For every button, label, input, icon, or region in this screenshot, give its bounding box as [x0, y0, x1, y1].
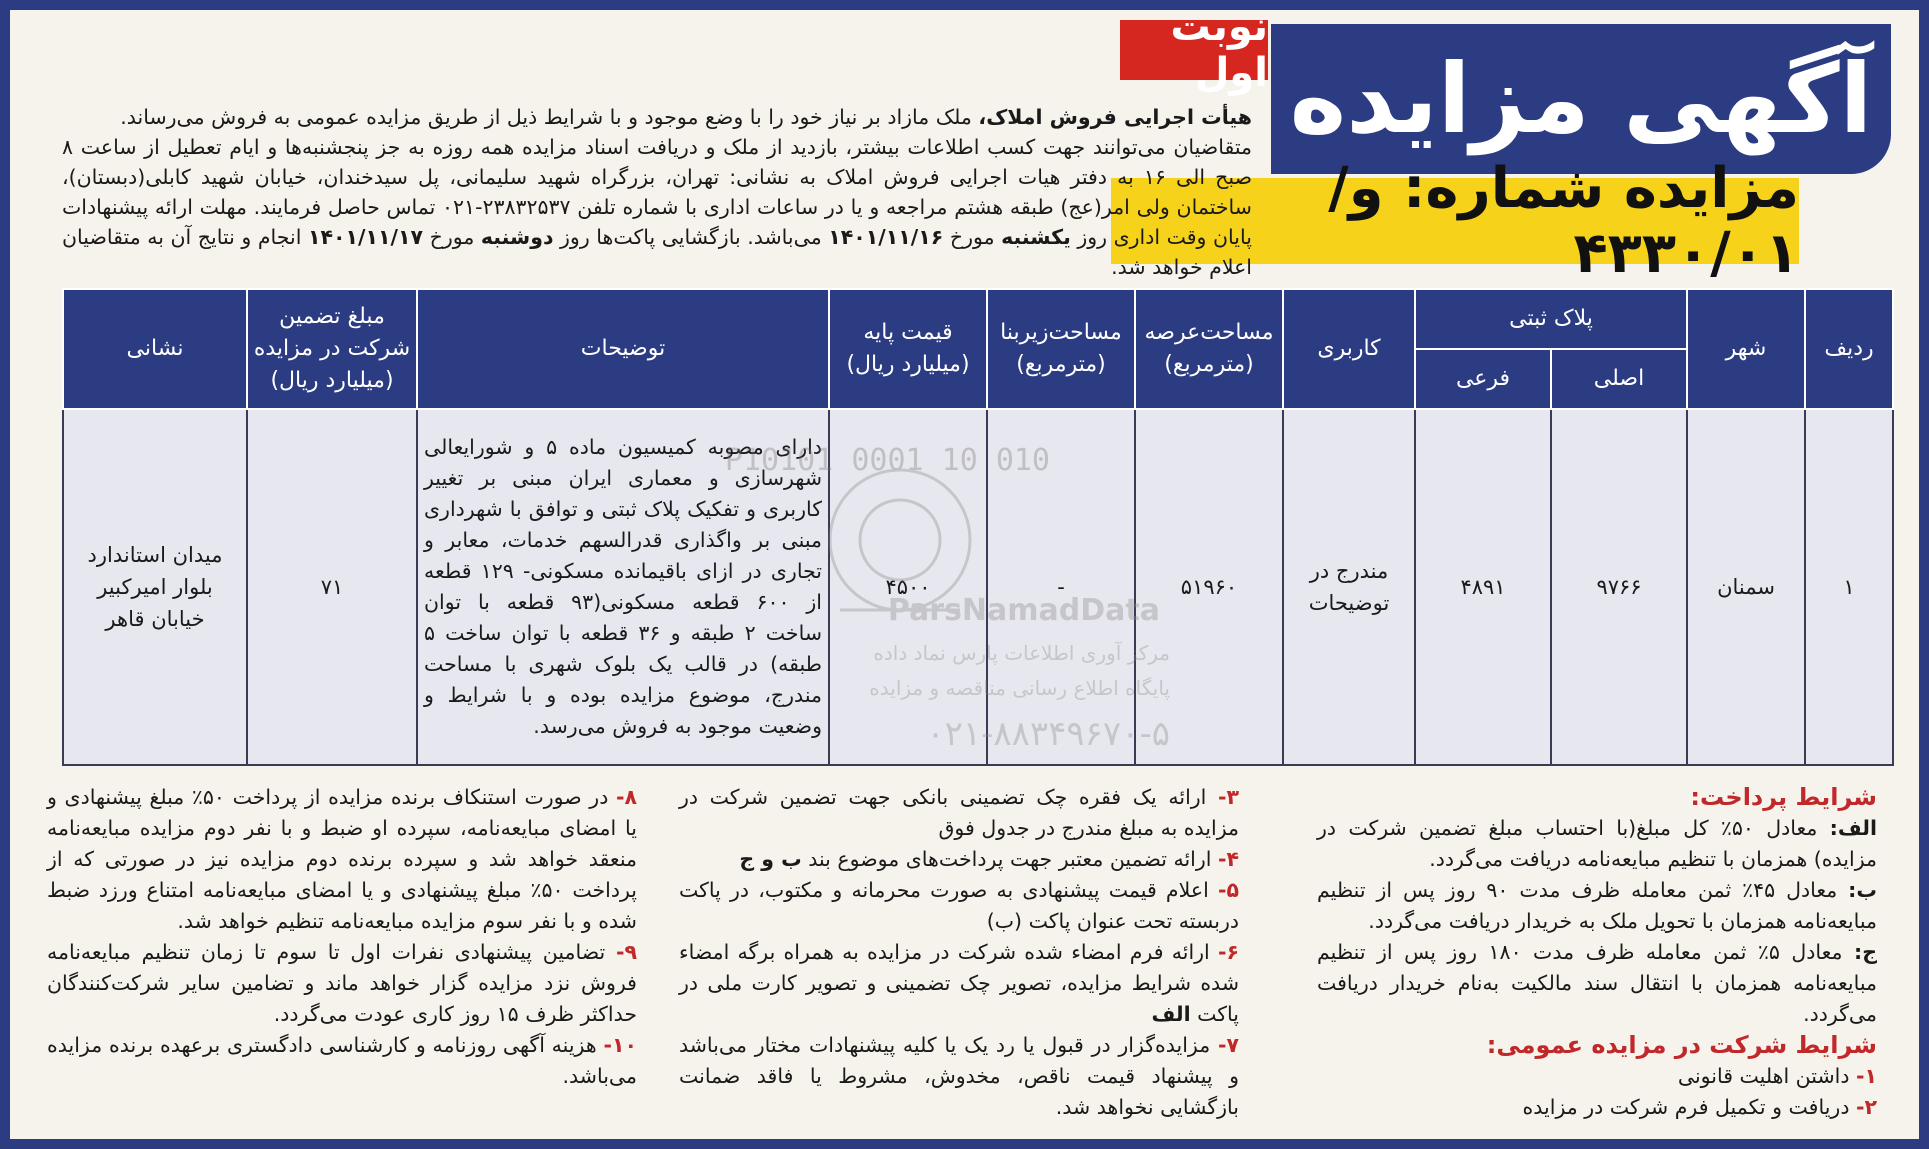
term-9: [47, 937, 637, 1030]
header-city: شهر: [1687, 289, 1805, 409]
cell-row-number: ۱: [1805, 409, 1893, 765]
cell-city: سمنان: [1687, 409, 1805, 765]
watermark-phone: ۰۲۱-۸۸۳۴۹۶۷۰-۵: [926, 714, 1170, 754]
cell-plaque-sub: ۴۸۹۱: [1415, 409, 1551, 765]
intro-p6: انجام و نتایج آن به متقاضیان اعلام خواهد شد.: [62, 225, 1252, 279]
payment-terms: [1317, 782, 1877, 1123]
term-4-num: ۴-: [1217, 847, 1239, 871]
round-badge: [1120, 4, 1268, 96]
payment-c: [1317, 937, 1877, 1030]
cell-description: دارای مصوبه کمیسیون ماده ۵ و شورایعالی شهرسازی و معماری ایران مبنی بر تغییر کاربری و تفکیک پلاک ثبتی و توافق با شهرداری مبنی بر واگذاری قدرالسهم خدمات، معابر و تجاری در ازای باقیمانده مسکونی- ۱۲۹ قطعه از ۶۰۰ قطعه مسکونی(۹۳ قطعه با توان ساخت ۲ طبقه و ۳۶ قطعه با توان ساخت ۵ طبقه) در قالب یک بلوک شهری با مساحت مندرج، موضوع مزایده بوده و با شرایط و وضعیت موجود به فروش می‌رسد.: [417, 409, 829, 765]
intro-p3: مورخ: [943, 225, 1002, 249]
header-address: نشانی: [63, 289, 247, 409]
general-item-1: [1317, 1061, 1877, 1092]
general-item-1-text: داشتن اهلیت قانونی: [1677, 1064, 1856, 1088]
cell-usage: مندرج در توضیحات: [1283, 409, 1415, 765]
intro-p2: متقاضیان می‌توانند جهت کسب اطلاعات بیشتر، بازدید از ملک و دریافت اسناد مزایده همه روزه به جز پنجشنبه‌ها و ایام تعطیل از ساعت ۸ صبح الی ۱۶ به دفتر هیات اجرایی فروش املاک به نشانی: تهران، بزرگراه شهید سلیمانی، پل سیدخندان، خیابان شهید کابلی(دبستان)، ساختمان ولی امر(عج) طبقه هشتم مراجعه و یا در ساعات اداری با شماره تلفن ۲۳۸۳۲۵۳۷-۰۲۱ تماس حاصل فرمایند. مهلت ارائه پیشنهادات پایان وقت اداری روز: [62, 135, 1252, 249]
header-plaque-main: اصلی: [1551, 349, 1687, 409]
title-banner: [1271, 24, 1891, 174]
payment-c-label: ج:: [1854, 940, 1877, 964]
payment-b-text: معادل ۴۵٪ ثمن معامله ظرف مدت ۹۰ روز پس از تنظیم مبایعه‌نامه همزمان با تحویل ملک به خریدار دریافت می‌گردد.: [1317, 878, 1877, 933]
intro-p1: ملک مازاد بر نیاز خود را با وضع موجود و با شرایط ذیل از طریق مزایده عمومی به فروش می‌رساند.: [120, 105, 979, 129]
header-description: توضیحات: [417, 289, 829, 409]
term-6-bold: الف: [1151, 1002, 1191, 1026]
header-land-area: مساحت‌عرصه (مترمربع): [1135, 289, 1283, 409]
intro-line-1: [62, 102, 1252, 132]
terms-left: [47, 782, 637, 1092]
cell-deposit: ۷۱: [247, 409, 417, 765]
payment-c-text: معادل ۵٪ ثمن معامله ظرف مدت ۱۸۰ روز پس از تنظیم مبایعه‌نامه همزمان با انتقال سند مالکیت به‌نام خریدار دریافت می‌گردد.: [1317, 940, 1877, 1026]
payment-b-label: ب:: [1848, 878, 1877, 902]
term-6-text: ارائه فرم امضاء شده شرکت در مزایده به همراه برگه امضاء شده شرایط مزایده، تصویر چک تضمینی و تصویر کارت ملی در پاکت: [679, 940, 1239, 1026]
payment-b: [1317, 875, 1877, 937]
term-9-text: تضامین پیشنهادی نفرات اول تا سوم تا زمان تنظیم مبایعه‌نامه فروش نزد مزایده گزار خواهد ماند و تضامین سایر شرکت‌کنندگان حداکثر ظرف ۱۵ روز کاری عودت می‌گردد.: [47, 940, 637, 1026]
term-8: [47, 782, 637, 937]
header-deposit: مبلغ تضمین شرکت در مزایده (میلیارد ریال): [247, 289, 417, 409]
property-table: [62, 288, 1894, 766]
cell-building-area: -: [987, 409, 1135, 765]
term-7: [679, 1030, 1239, 1123]
header-building-area: مساحت‌زیربنا (مترمربع): [987, 289, 1135, 409]
term-6-num: ۶-: [1217, 940, 1239, 964]
general-item-2-num: ۲-: [1855, 1095, 1877, 1119]
header-plaque: پلاک ثبتی: [1415, 289, 1687, 349]
header-plaque-sub: فرعی: [1415, 349, 1551, 409]
term-10: [47, 1030, 637, 1092]
page-title: آگهی مزایده: [1289, 43, 1873, 155]
term-5-text: اعلام قیمت پیشنهادی به صورت محرمانه و مکتوب، در پاکت دربسته تحت عنوان پاکت (ب): [679, 878, 1239, 933]
auction-number: مزایده شماره: و/۴۳۳۰/۰۱: [1328, 156, 1799, 286]
deadline-day: یکشنبه: [1001, 225, 1071, 249]
org-name: هیأت اجرایی فروش املاک،: [978, 105, 1252, 129]
cell-base-price: ۴۵۰۰: [829, 409, 987, 765]
watermark-line-2: پایگاه اطلاع رسانی مناقصه و مزایده: [869, 676, 1170, 700]
general-item-2: [1317, 1092, 1877, 1123]
general-item-1-num: ۱-: [1855, 1064, 1877, 1088]
general-heading: شرایط شرکت در مزایده عمومی:: [1486, 1031, 1877, 1059]
term-8-text: در صورت استنکاف برنده مزایده از پرداخت ۵۰٪ مبلغ پیشنهادی و یا امضای مبایعه‌نامه، سپرده او ضبط و با نفر دوم مزایده مبایعه‌نامه منعقد خواهد شد و سپرده برنده دوم مزایده نیز در صورتی که از پرداخت ۵۰٪ مبلغ پیشنهادی و یا امضای مبایعه‌نامه امتناع ورزد ضبط شده و با نفر سوم مزایده مبایعه‌نامه تنظیم خواهد شد.: [47, 785, 637, 933]
general-item-2-text: دریافت و تکمیل فرم شرکت در مزایده: [1522, 1095, 1856, 1119]
round-label: نوبت اول: [1170, 4, 1268, 96]
payment-heading: شرایط پرداخت:: [1690, 783, 1877, 811]
payment-a: [1317, 813, 1877, 875]
watermark-brand: ParsNamadData: [887, 593, 1160, 628]
term-5-num: ۵-: [1217, 878, 1239, 902]
opening-date: ۱۴۰۱/۱۱/۱۷: [307, 225, 424, 249]
cell-address: میدان استاندارد بلوار امیرکبیر خیابان قاهر: [63, 409, 247, 765]
header-base-price: قیمت پایه (میلیارد ریال): [829, 289, 987, 409]
term-3-num: ۳-: [1217, 785, 1239, 809]
header-usage: کاربری: [1283, 289, 1415, 409]
opening-day: دوشنبه: [480, 225, 554, 249]
term-8-num: ۸-: [615, 785, 638, 809]
term-3: [679, 782, 1239, 844]
terms-middle: [679, 782, 1239, 1123]
watermark-line-1: مرکز آوری اطلاعات پارس نماد داده: [873, 641, 1170, 665]
intro-line-2: [62, 132, 1252, 282]
payment-a-text: معادل ۵۰٪ کل مبلغ(با احتساب مبلغ تضمین شرکت در مزایده) همزمان با تنظیم مبایعه‌نامه دریافت می‌گردد.: [1317, 816, 1877, 871]
term-10-num: ۱۰-: [603, 1033, 637, 1057]
term-4: [679, 844, 1239, 875]
intro-p5: مورخ: [423, 225, 481, 249]
intro-p4: می‌باشد. بازگشایی پاکت‌ها روز: [553, 225, 829, 249]
watermark-code: P10101 0001 10 010: [724, 443, 1050, 478]
term-7-text: مزایده‌گزار در قبول یا رد یک یا کلیه پیشنهادات مختار می‌باشد و پیشنهاد قیمت ناقص، مخدوش، مشروط یا فاقد ضمانت بازگشایی نخواهد شد.: [679, 1033, 1239, 1119]
term-7-num: ۷-: [1217, 1033, 1239, 1057]
term-5: [679, 875, 1239, 937]
term-10-text: هزینه آگهی روزنامه و کارشناسی دادگستری برعهده برنده مزایده می‌باشد.: [47, 1033, 637, 1088]
table-row: [63, 409, 1893, 765]
term-4-text: ارائه تضمین معتبر جهت پرداخت‌های موضوع بند: [801, 847, 1218, 871]
deadline-date: ۱۴۰۱/۱۱/۱۶: [828, 225, 944, 249]
cell-land-area: ۵۱۹۶۰: [1135, 409, 1283, 765]
term-9-num: ۹-: [615, 940, 637, 964]
cell-plaque-main: ۹۷۶۶: [1551, 409, 1687, 765]
intro-text: [62, 102, 1252, 282]
payment-a-label: الف:: [1829, 816, 1877, 840]
term-3-text: ارائه یک فقره چک تضمینی بانکی جهت تضمین شرکت در مزایده به مبلغ مندرج در جدول فوق: [679, 785, 1239, 840]
header-row-number: ردیف: [1805, 289, 1893, 409]
term-4-bold: ب و ج: [739, 847, 802, 871]
term-6: [679, 937, 1239, 1030]
